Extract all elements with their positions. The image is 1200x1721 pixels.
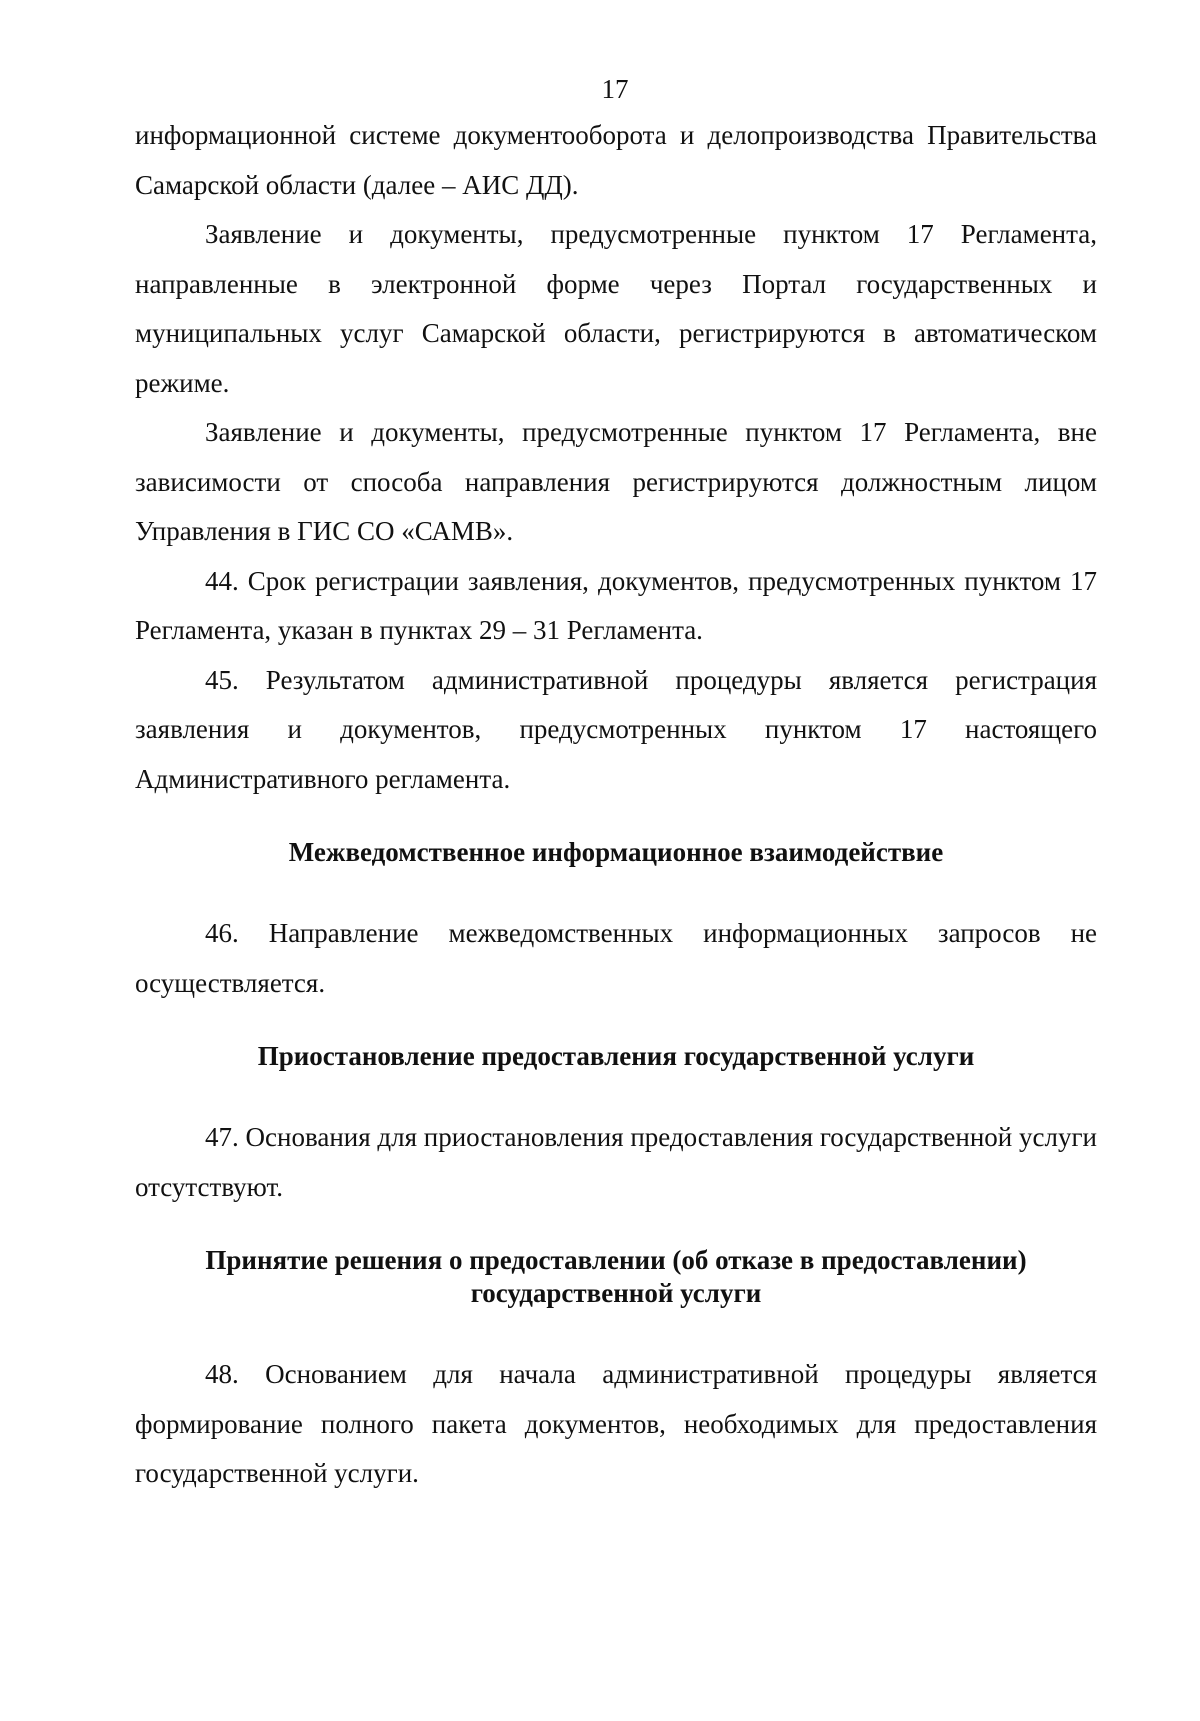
spacer <box>135 869 1097 909</box>
section-heading-interagency: Межведомственное информационное взаимодействие <box>288 837 944 867</box>
document-body <box>135 111 1097 1499</box>
spacer <box>135 804 1097 836</box>
section-heading-decision-line2: государственной услуги <box>470 1278 762 1308</box>
paragraph-45: 45. Результатом административной процедуры является регистрация заявления и документов, предусмотренных пунктом 17 настоящего Административного регламента. <box>135 664 1097 794</box>
paragraph-48: 48. Основанием для начала административной процедуры является формирование полного пакета документов, необходимых для предоставления государственной услуги. <box>135 1359 1097 1488</box>
section-heading-decision-line1: Принятие решения о предоставлении (об отказе в предоставлении) <box>205 1245 1027 1275</box>
page-number: 17 <box>601 74 629 104</box>
spacer <box>135 1212 1097 1244</box>
spacer <box>135 1008 1097 1040</box>
section-heading-suspension: Приостановление предоставления государственной услуги <box>257 1041 975 1071</box>
paragraph-44: 44. Срок регистрации заявления, документов, предусмотренных пунктом 17 Регламента, указан в пунктах 29 – 31 Регламента. <box>135 565 1097 645</box>
paragraph-official-registration: Заявление и документы, предусмотренные пунктом 17 Регламента, вне зависимости от способа направления регистрируются должностным лицом Управления в ГИС СО «САМВ». <box>135 417 1097 546</box>
paragraph-continuation: информационной системе документооборота и делопроизводства Правительства Самарской области (далее – АИС ДД). <box>135 120 1097 200</box>
spacer <box>135 1073 1097 1113</box>
spacer <box>135 1310 1097 1350</box>
paragraph-46: 46. Направление межведомственных информационных запросов не осуществляется. <box>135 918 1097 998</box>
paragraph-electronic-registration: Заявление и документы, предусмотренные пунктом 17 Регламента, направленные в электронной форме через Портал государственных и муниципальных услуг Самарской области, регистрируются в автоматическом режиме. <box>135 219 1097 398</box>
paragraph-47: 47. Основания для приостановления предоставления государственной услуги отсутствуют. <box>135 1122 1097 1202</box>
